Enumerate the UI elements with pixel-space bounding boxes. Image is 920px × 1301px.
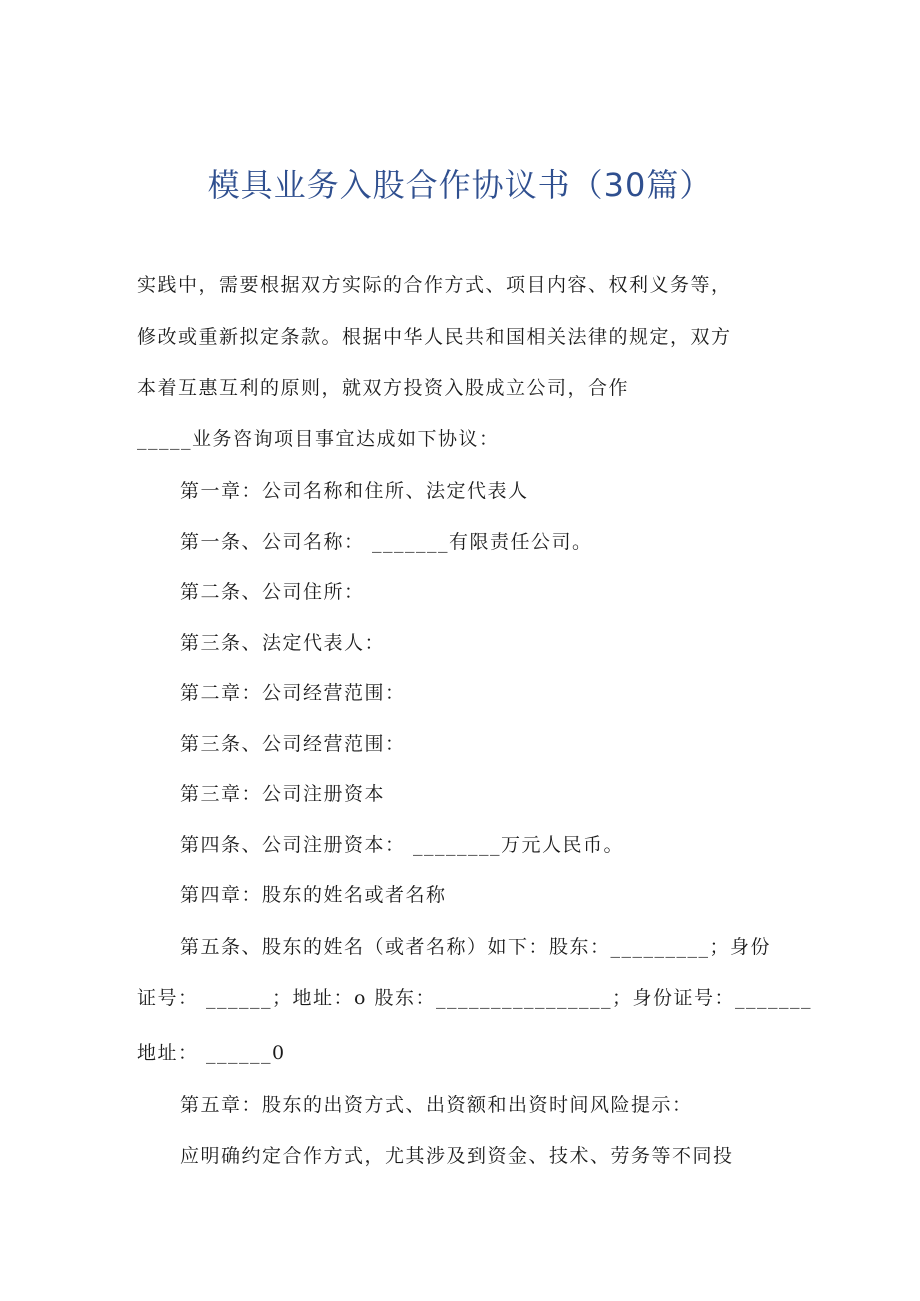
chapter-heading: 第二章：公司经营范围： [180,682,406,704]
article-line: 第二条、公司住所： [180,581,365,603]
paragraph-line: 修改或重新拟定条款。根据中华人民共和国相关法律的规定，双方 [137,326,732,348]
paragraph-line: _____业务咨询项目事宜达成如下协议： [137,428,500,450]
paragraph-line: 实践中，需要根据双方实际的合作方式、项目内容、权利义务等， [137,274,732,296]
article-line: 第三条、法定代表人： [180,632,386,654]
chapter-heading: 第一章：公司名称和住所、法定代表人 [180,480,529,502]
paragraph-line: 证号： ______；地址：o 股东：________________；身份证号：_______ [137,987,813,1009]
chapter-heading: 第四章：股东的姓名或者名称 [180,884,447,906]
paragraph-line: 本着互惠互利的原则，就双方投资入股成立公司，合作 [137,377,630,399]
chapter-heading: 第三章：公司注册资本 [180,783,386,805]
article-line: 第三条、公司经营范围： [180,733,406,755]
paragraph-line: 应明确约定合作方式，尤其涉及到资金、技术、劳务等不同投 [180,1145,734,1167]
article-line: 第四条、公司注册资本： ________万元人民币。 [180,834,625,856]
paragraph-line: 地址： ______0 [137,1042,286,1064]
article-line: 第五条、股东的姓名（或者名称）如下：股东：_________；身份 [180,936,772,958]
document-title: 模具业务入股合作协议书（30篇） [207,166,713,204]
chapter-heading: 第五章：股东的出资方式、出资额和出资时间风险提示： [180,1094,693,1116]
article-line: 第一条、公司名称： _______有限责任公司。 [180,531,593,553]
